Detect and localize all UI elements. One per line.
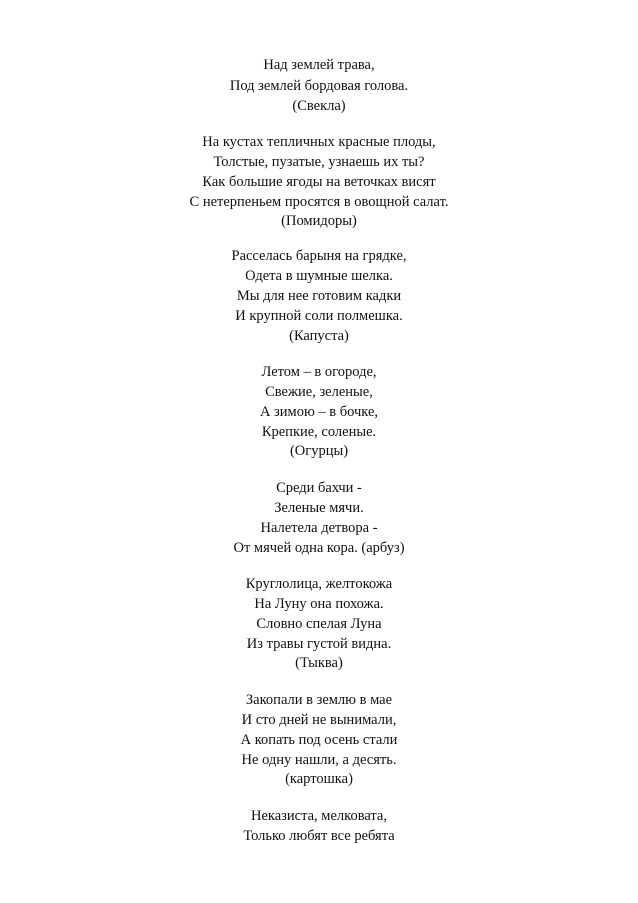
- riddle-line: Словно спелая Луна: [256, 616, 382, 632]
- riddle-line: На Луну она похожа.: [254, 596, 384, 612]
- riddle-answer: (Свекла): [292, 98, 346, 114]
- riddle-line: Из травы густой видна.: [246, 636, 392, 652]
- riddle-line: Под землей бордовая голова.: [229, 78, 409, 94]
- riddle-line: Неказиста, мелковата,: [251, 808, 387, 824]
- riddle-line: И крупной соли полмешка.: [235, 308, 403, 324]
- riddle-line: А копать под осень стали: [240, 732, 398, 748]
- riddle-line: Мы для нее готовим кадки: [236, 288, 402, 304]
- riddle-line: Одета в шумные шелка.: [245, 268, 393, 284]
- riddle-line: Свежие, зеленые,: [265, 384, 373, 400]
- riddle-line: Толстые, пузатые, узнаешь их ты?: [213, 154, 425, 170]
- riddle-line: С нетерпеньем просятся в овощной салат.: [189, 194, 449, 210]
- riddle-line: На кустах тепличных красные плоды,: [202, 134, 436, 150]
- riddle-answer: (Помидоры): [281, 213, 357, 229]
- riddle-line: И сто дней не вынимали,: [241, 712, 397, 728]
- riddle-line: Только любят все ребята: [243, 828, 395, 844]
- riddle-line: А зимою – в бочке,: [259, 404, 379, 420]
- riddle-line: Не одну нашли, а десять.: [241, 752, 397, 768]
- riddle-answer: (Капуста): [289, 328, 349, 344]
- riddle-answer: (Огурцы): [289, 443, 349, 459]
- riddle-line: От мячей одна кора. (арбуз): [233, 540, 405, 556]
- riddle-line: Расселась барыня на грядке,: [231, 248, 407, 264]
- riddle-line: Крепкие, соленые.: [261, 424, 377, 440]
- riddle-line: Зеленые мячи.: [274, 500, 364, 516]
- riddle-line: Круглолица, желтокожа: [245, 576, 393, 592]
- riddle-line: Закопали в землю в мае: [245, 692, 393, 708]
- riddle-line: Над землей трава,: [263, 57, 375, 73]
- riddle-line: Летом – в огороде,: [261, 364, 377, 380]
- riddle-answer: (Тыква): [295, 655, 343, 671]
- riddle-answer: (картошка): [285, 771, 353, 787]
- riddle-line: Как большие ягоды на веточках висят: [202, 174, 436, 190]
- riddle-line: Налетела детвора -: [260, 520, 378, 536]
- riddle-line: Среди бахчи -: [276, 480, 362, 496]
